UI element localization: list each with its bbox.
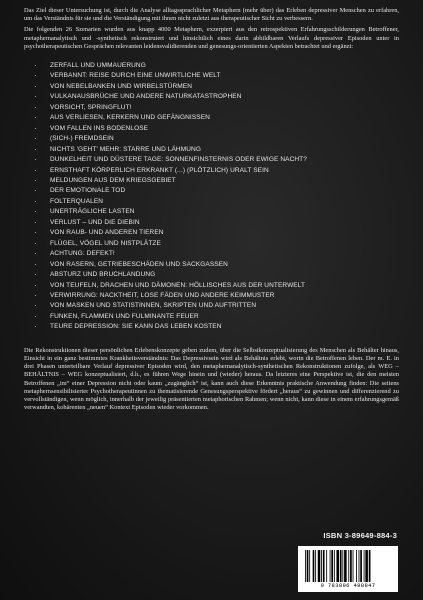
scenario-item: · ERNSTHAFT KÖRPERLICH ERKRANKT (...) (PLÖTZLICH) URALT SEIN <box>50 166 399 176</box>
scenario-item: · VON RAUB- UND ANDEREN TIEREN <box>50 228 399 238</box>
outro-paragraph: Die Rekonstruktionen dieser persönlichen Erlebenskonzepte geben zudem, über die Selbstkonzeptualisierung des Menschen als Behälter hinaus, Einsicht in ein ganz bestimmtes Krankheitsverständnis: Das Depressivsein wird als Behältnis erlebt, worin die Betroffenen leben. Der m. E. in drei Phasen unterteilbare Verlauf depressiver Episoden wird, den metaphernanalytisch-synthetischen Rekonstruktionen zufolge, als WEG – BEHÄLTNIS – WEG konzeptualisiert, d.h., es führen Wege hinein und (wieder) heraus. Da letzteres eine Perspektive ist, die den meisten Betroffenen „im“ einer Depression nicht oder kaum „zugänglich“ ist, kann auch diese Erkenntnis praktische Anwendung finden: Die seitens metaphernsensibilisierter Psychotherapeutinnen zu thematisierende Genesungsperspektive fördert „heraus“ zu gewinnen und differenzierend zu vervollständigen, wenn möglich, innerhalb der jeweilig präsentierten metaphorischen Rahmen; wenn nicht, kann diese in einem erfahrungsgemäß verwandten, kohärenten „neuen“ Kontext Episoden wieder vorkommen. <box>24 346 399 412</box>
barcode-digits: 9 783896 498847 <box>320 582 376 589</box>
scenario-item: · NICHTS 'GEHT' MEHR: STARRE UND LÄHMUNG <box>50 145 399 155</box>
scenario-item: · TEURE DEPRESSION: SIE KANN DAS LEBEN KOSTEN <box>50 322 399 332</box>
barcode <box>298 546 398 592</box>
scenario-item: · DER EMOTIONALE TOD <box>50 186 399 196</box>
isbn-label: ISBN 3-89649-884-3 <box>323 531 397 540</box>
scenario-item: · VORSICHT, SPRINGFLUT! <box>50 103 399 113</box>
scenario-item: · FUNKEN, FLAMMEN UND FULMINANTE FEUER <box>50 312 399 322</box>
scenario-item: · AUS VERLIESEN, KERKERN UND GEFÄNGNISSEN <box>50 113 399 123</box>
scenario-item: · UNERTRÄGLICHE LASTEN <box>50 207 399 217</box>
barcode-bars-icon <box>304 550 392 582</box>
scenario-item: · ACHTUNG: DEFEKT! <box>50 249 399 259</box>
intro-paragraph-1: Das Ziel dieser Untersuchung ist, durch die Analyse alltagssprachlicher Metaphern (mehr über) das Erleben depressiver Menschen zu erfahren, um das Verständnis für sie und die Verständigung mit ihnen nicht zuletzt aus therapeutischer Sicht zu verbessern. <box>24 7 399 23</box>
scenario-item: · VERBANNT: REISE DURCH EINE UNWIRTLICHE WELT <box>50 71 399 81</box>
scenario-item: · VON NEBELBANKEN UND WIRBELSTÜRMEN <box>50 82 399 92</box>
scenario-item: · VERWIRRUNG: NACKTHEIT, LOSE FÄDEN UND ANDERE KEIMMUSTER <box>50 291 399 301</box>
scenario-item: · VON MASKEN UND STATISTINNEN, SKRIPTEN UND AUFTRITTEN <box>50 301 399 311</box>
scenario-item: · ZERFALL UND UMMAUERUNG <box>50 61 399 71</box>
scenario-item: · VON TEUFELN, DRACHEN UND DÄMONEN: HÖLLISCHES AUS DER UNTERWELT <box>50 281 399 291</box>
scenario-item: · DUNKELHEIT UND DÜSTERE TAGE: SONNENFINSTERNIS ODER EWIGE NACHT? <box>50 155 399 165</box>
scenario-item: · MELDUNGEN AUS DEM KRIEGSGEBIET <box>50 176 399 186</box>
scenario-item: · VOM FALLEN INS BODENLOSE <box>50 124 399 134</box>
scenario-item: · VON RASERN, GETRIEBESCHÄDEN UND SACKGASSEN <box>50 260 399 270</box>
intro-paragraph-2: Die folgenden 26 Szenarien wurden aus knapp 4000 Metaphern, exzerpiert aus den retrospektiven Erfahrungsschilderungen Betroffener, metaphernanalytisch und -synthetisch rekonstruiert und hinsichtlich eines darin abbildbaren Verlaufs depressiver Episoden unter in psychotherapeutischen Gesprächen relevanten leidensvalidierenden und genesungs-orientierten Aspekten betrachtet und ergänzt: <box>24 26 399 50</box>
scenario-item: · VULKANAUSBRÜCHE UND ANDERE NATURKATASTROPHEN <box>50 92 399 102</box>
scenario-item: · (SICH-) FREMDSEIN <box>50 134 399 144</box>
scenario-list <box>24 61 399 333</box>
scenario-item: · VERLUST – UND DIE DIEBIN <box>50 218 399 228</box>
scenario-item: · ABSTURZ UND BRUCHLANDUNG <box>50 270 399 280</box>
scenario-item: · FOLTERQUALEN <box>50 197 399 207</box>
scenario-item: · FLÜGEL, VÖGEL UND NISTPLÄTZE <box>50 239 399 249</box>
